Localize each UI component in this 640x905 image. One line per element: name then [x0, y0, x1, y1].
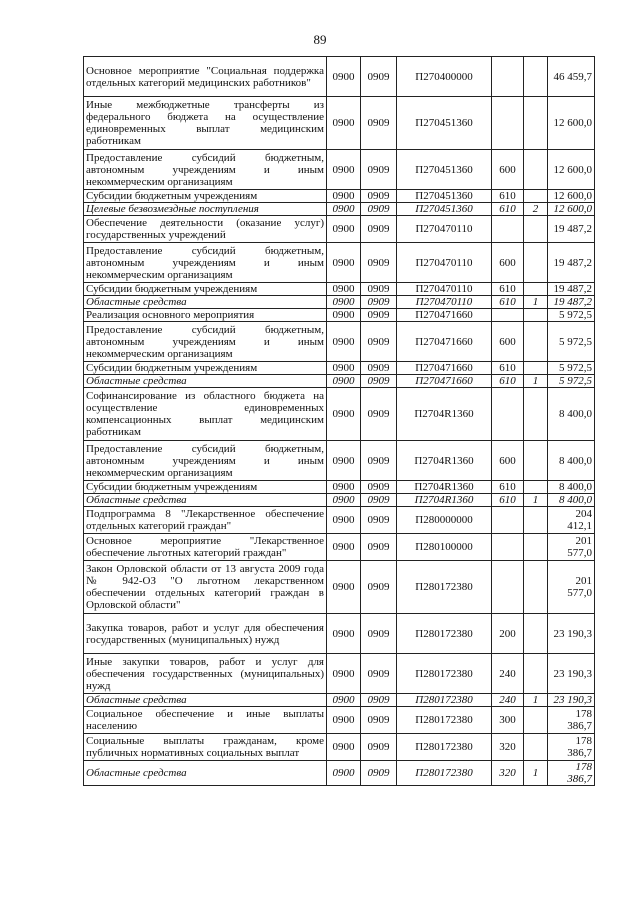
- section-code: 0900: [327, 203, 361, 216]
- funding-source-code: [524, 561, 548, 614]
- amount: 201 577,0: [548, 534, 595, 561]
- section-code: 0900: [327, 97, 361, 150]
- section-code: 0900: [327, 57, 361, 97]
- funding-source-code: [524, 654, 548, 694]
- table-row: [84, 150, 595, 190]
- table-row: [84, 283, 595, 296]
- expense-type-code: [492, 97, 524, 150]
- row-name: Предоставление субсидий бюджетным, автономным учреждениям и иным некоммерческим организациям: [84, 150, 327, 190]
- table-row: [84, 481, 595, 494]
- table-row: [84, 707, 595, 734]
- table-row: [84, 362, 595, 375]
- expense-type-code: 600: [492, 243, 524, 283]
- funding-source-code: 1: [524, 494, 548, 507]
- amount: 5 972,5: [548, 362, 595, 375]
- expense-type-code: 320: [492, 734, 524, 761]
- row-name: Субсидии бюджетным учреждениям: [84, 481, 327, 494]
- amount: 8 400,0: [548, 441, 595, 481]
- table-row: [84, 375, 595, 388]
- amount: 8 400,0: [548, 494, 595, 507]
- row-name: Субсидии бюджетным учреждениям: [84, 283, 327, 296]
- funding-source-code: [524, 507, 548, 534]
- expense-type-code: 240: [492, 694, 524, 707]
- subsection-code: 0909: [361, 481, 397, 494]
- subsection-code: 0909: [361, 57, 397, 97]
- target-article-code: П270451360: [397, 150, 492, 190]
- funding-source-code: [524, 309, 548, 322]
- expense-type-code: 610: [492, 190, 524, 203]
- row-name: Областные средства: [84, 694, 327, 707]
- funding-source-code: [524, 734, 548, 761]
- target-article-code: П270471660: [397, 322, 492, 362]
- row-name: Областные средства: [84, 296, 327, 309]
- target-article-code: П2704R1360: [397, 441, 492, 481]
- target-article-code: П280100000: [397, 534, 492, 561]
- amount: 5 972,5: [548, 309, 595, 322]
- funding-source-code: 1: [524, 761, 548, 786]
- amount: 178 386,7: [548, 734, 595, 761]
- subsection-code: 0909: [361, 707, 397, 734]
- funding-source-code: [524, 481, 548, 494]
- section-code: 0900: [327, 296, 361, 309]
- table-row: [84, 243, 595, 283]
- funding-source-code: [524, 388, 548, 441]
- table-row: [84, 296, 595, 309]
- table-row: [84, 761, 595, 786]
- row-name: Субсидии бюджетным учреждениям: [84, 190, 327, 203]
- target-article-code: П280000000: [397, 507, 492, 534]
- expense-type-code: [492, 561, 524, 614]
- section-code: 0900: [327, 190, 361, 203]
- table-row: [84, 694, 595, 707]
- row-name: Софинансирование из областного бюджета на осуществление единовременных компенсационных выплат медицинским работникам: [84, 388, 327, 441]
- amount: 178 386,7: [548, 761, 595, 786]
- subsection-code: 0909: [361, 534, 397, 561]
- table-row: [84, 97, 595, 150]
- expense-type-code: 200: [492, 614, 524, 654]
- section-code: 0900: [327, 441, 361, 481]
- funding-source-code: [524, 97, 548, 150]
- row-name: Иные закупки товаров, работ и услуг для обеспечения государственных (муниципальных) нужд: [84, 654, 327, 694]
- funding-source-code: [524, 283, 548, 296]
- funding-source-code: [524, 243, 548, 283]
- subsection-code: 0909: [361, 150, 397, 190]
- expense-type-code: 610: [492, 375, 524, 388]
- expense-type-code: 240: [492, 654, 524, 694]
- target-article-code: П270451360: [397, 203, 492, 216]
- amount: 19 487,2: [548, 296, 595, 309]
- amount: 23 190,3: [548, 654, 595, 694]
- subsection-code: 0909: [361, 97, 397, 150]
- target-article-code: П270451360: [397, 190, 492, 203]
- funding-source-code: 1: [524, 296, 548, 309]
- row-name: Подпрограмма 8 "Лекарственное обеспечение отдельных категорий граждан": [84, 507, 327, 534]
- section-code: 0900: [327, 216, 361, 243]
- amount: 46 459,7: [548, 57, 595, 97]
- target-article-code: П280172380: [397, 707, 492, 734]
- expense-type-code: 600: [492, 150, 524, 190]
- amount: 5 972,5: [548, 322, 595, 362]
- subsection-code: 0909: [361, 507, 397, 534]
- section-code: 0900: [327, 322, 361, 362]
- table-row: [84, 216, 595, 243]
- amount: 8 400,0: [548, 481, 595, 494]
- subsection-code: 0909: [361, 283, 397, 296]
- table-row: [84, 507, 595, 534]
- section-code: 0900: [327, 309, 361, 322]
- target-article-code: П2704R1360: [397, 494, 492, 507]
- funding-source-code: [524, 362, 548, 375]
- budget-table: [83, 56, 595, 786]
- table-row: [84, 734, 595, 761]
- target-article-code: П270400000: [397, 57, 492, 97]
- subsection-code: 0909: [361, 362, 397, 375]
- funding-source-code: 1: [524, 694, 548, 707]
- target-article-code: П270471660: [397, 309, 492, 322]
- expense-type-code: [492, 388, 524, 441]
- funding-source-code: [524, 190, 548, 203]
- table-row: [84, 190, 595, 203]
- section-code: 0900: [327, 734, 361, 761]
- expense-type-code: 610: [492, 203, 524, 216]
- row-name: Закупка товаров, работ и услуг для обеспечения государственных (муниципальных) нужд: [84, 614, 327, 654]
- expense-type-code: [492, 216, 524, 243]
- amount: 201 577,0: [548, 561, 595, 614]
- row-name: Основное мероприятие "Социальная поддержка отдельных категорий медицинских работников": [84, 57, 327, 97]
- subsection-code: 0909: [361, 216, 397, 243]
- table-row: [84, 534, 595, 561]
- row-name: Целевые безвозмездные поступления: [84, 203, 327, 216]
- section-code: 0900: [327, 761, 361, 786]
- row-name: Предоставление субсидий бюджетным, автономным учреждениям и иным некоммерческим организациям: [84, 441, 327, 481]
- amount: 12 600,0: [548, 203, 595, 216]
- target-article-code: П280172380: [397, 734, 492, 761]
- amount: 12 600,0: [548, 97, 595, 150]
- table-row: [84, 561, 595, 614]
- target-article-code: П270470110: [397, 243, 492, 283]
- subsection-code: 0909: [361, 375, 397, 388]
- amount: 19 487,2: [548, 216, 595, 243]
- amount: 23 190,3: [548, 614, 595, 654]
- subsection-code: 0909: [361, 203, 397, 216]
- row-name: Субсидии бюджетным учреждениям: [84, 362, 327, 375]
- section-code: 0900: [327, 694, 361, 707]
- table-row: [84, 388, 595, 441]
- subsection-code: 0909: [361, 561, 397, 614]
- row-name: Обеспечение деятельности (оказание услуг) государственных учреждений: [84, 216, 327, 243]
- expense-type-code: 320: [492, 761, 524, 786]
- target-article-code: П280172380: [397, 694, 492, 707]
- amount: 8 400,0: [548, 388, 595, 441]
- row-name: Социальное обеспечение и иные выплаты населению: [84, 707, 327, 734]
- funding-source-code: [524, 57, 548, 97]
- subsection-code: 0909: [361, 654, 397, 694]
- table-row: [84, 309, 595, 322]
- target-article-code: П2704R1360: [397, 388, 492, 441]
- table-row: [84, 322, 595, 362]
- table-row: [84, 494, 595, 507]
- amount: 19 487,2: [548, 283, 595, 296]
- row-name: Социальные выплаты гражданам, кроме публичных нормативных социальных выплат: [84, 734, 327, 761]
- section-code: 0900: [327, 707, 361, 734]
- expense-type-code: [492, 534, 524, 561]
- expense-type-code: 610: [492, 494, 524, 507]
- target-article-code: П270471660: [397, 375, 492, 388]
- target-article-code: П280172380: [397, 614, 492, 654]
- amount: 5 972,5: [548, 375, 595, 388]
- subsection-code: 0909: [361, 694, 397, 707]
- subsection-code: 0909: [361, 494, 397, 507]
- funding-source-code: [524, 322, 548, 362]
- section-code: 0900: [327, 654, 361, 694]
- row-name: Предоставление субсидий бюджетным, автономным учреждениям и иным некоммерческим организациям: [84, 322, 327, 362]
- target-article-code: П280172380: [397, 761, 492, 786]
- section-code: 0900: [327, 362, 361, 375]
- section-code: 0900: [327, 507, 361, 534]
- expense-type-code: [492, 309, 524, 322]
- target-article-code: П270470110: [397, 216, 492, 243]
- amount: 19 487,2: [548, 243, 595, 283]
- funding-source-code: [524, 441, 548, 481]
- funding-source-code: [524, 534, 548, 561]
- target-article-code: П270471660: [397, 362, 492, 375]
- table-row: [84, 654, 595, 694]
- amount: 178 386,7: [548, 707, 595, 734]
- target-article-code: П270451360: [397, 97, 492, 150]
- subsection-code: 0909: [361, 614, 397, 654]
- funding-source-code: [524, 150, 548, 190]
- funding-source-code: [524, 614, 548, 654]
- section-code: 0900: [327, 494, 361, 507]
- subsection-code: 0909: [361, 441, 397, 481]
- page-number: 89: [313, 32, 327, 47]
- table-row: [84, 57, 595, 97]
- target-article-code: П2704R1360: [397, 481, 492, 494]
- target-article-code: П270470110: [397, 296, 492, 309]
- expense-type-code: [492, 57, 524, 97]
- expense-type-code: 610: [492, 296, 524, 309]
- target-article-code: П280172380: [397, 654, 492, 694]
- subsection-code: 0909: [361, 309, 397, 322]
- section-code: 0900: [327, 283, 361, 296]
- subsection-code: 0909: [361, 388, 397, 441]
- row-name: Основное мероприятие "Лекарственное обеспечение льготных категорий граждан": [84, 534, 327, 561]
- expense-type-code: 610: [492, 481, 524, 494]
- expense-type-code: 600: [492, 441, 524, 481]
- row-name: Областные средства: [84, 375, 327, 388]
- section-code: 0900: [327, 614, 361, 654]
- row-name: Областные средства: [84, 494, 327, 507]
- section-code: 0900: [327, 561, 361, 614]
- table-body: [84, 57, 595, 786]
- section-code: 0900: [327, 150, 361, 190]
- section-code: 0900: [327, 243, 361, 283]
- row-name: Иные межбюджетные трансферты из федерального бюджета на осуществление единовременных выплат медицинским работникам: [84, 97, 327, 150]
- amount: 12 600,0: [548, 150, 595, 190]
- row-name: Предоставление субсидий бюджетным, автономным учреждениям и иным некоммерческим организациям: [84, 243, 327, 283]
- section-code: 0900: [327, 375, 361, 388]
- funding-source-code: 1: [524, 375, 548, 388]
- row-name: Реализация основного мероприятия: [84, 309, 327, 322]
- section-code: 0900: [327, 388, 361, 441]
- subsection-code: 0909: [361, 761, 397, 786]
- subsection-code: 0909: [361, 243, 397, 283]
- expense-type-code: 610: [492, 283, 524, 296]
- subsection-code: 0909: [361, 322, 397, 362]
- subsection-code: 0909: [361, 296, 397, 309]
- funding-source-code: [524, 216, 548, 243]
- table-row: [84, 203, 595, 216]
- target-article-code: П270470110: [397, 283, 492, 296]
- section-code: 0900: [327, 534, 361, 561]
- table-row: [84, 441, 595, 481]
- expense-type-code: 600: [492, 322, 524, 362]
- amount: 12 600,0: [548, 190, 595, 203]
- expense-type-code: 300: [492, 707, 524, 734]
- target-article-code: П280172380: [397, 561, 492, 614]
- amount: 23 190,3: [548, 694, 595, 707]
- funding-source-code: [524, 707, 548, 734]
- table-row: [84, 614, 595, 654]
- row-name: Областные средства: [84, 761, 327, 786]
- expense-type-code: [492, 507, 524, 534]
- row-name: Закон Орловской области от 13 августа 2009 года № 942-ОЗ "О льготном лекарственном обеспечении отдельных категорий граждан в Орловской области": [84, 561, 327, 614]
- section-code: 0900: [327, 481, 361, 494]
- subsection-code: 0909: [361, 190, 397, 203]
- amount: 204 412,1: [548, 507, 595, 534]
- funding-source-code: 2: [524, 203, 548, 216]
- expense-type-code: 610: [492, 362, 524, 375]
- subsection-code: 0909: [361, 734, 397, 761]
